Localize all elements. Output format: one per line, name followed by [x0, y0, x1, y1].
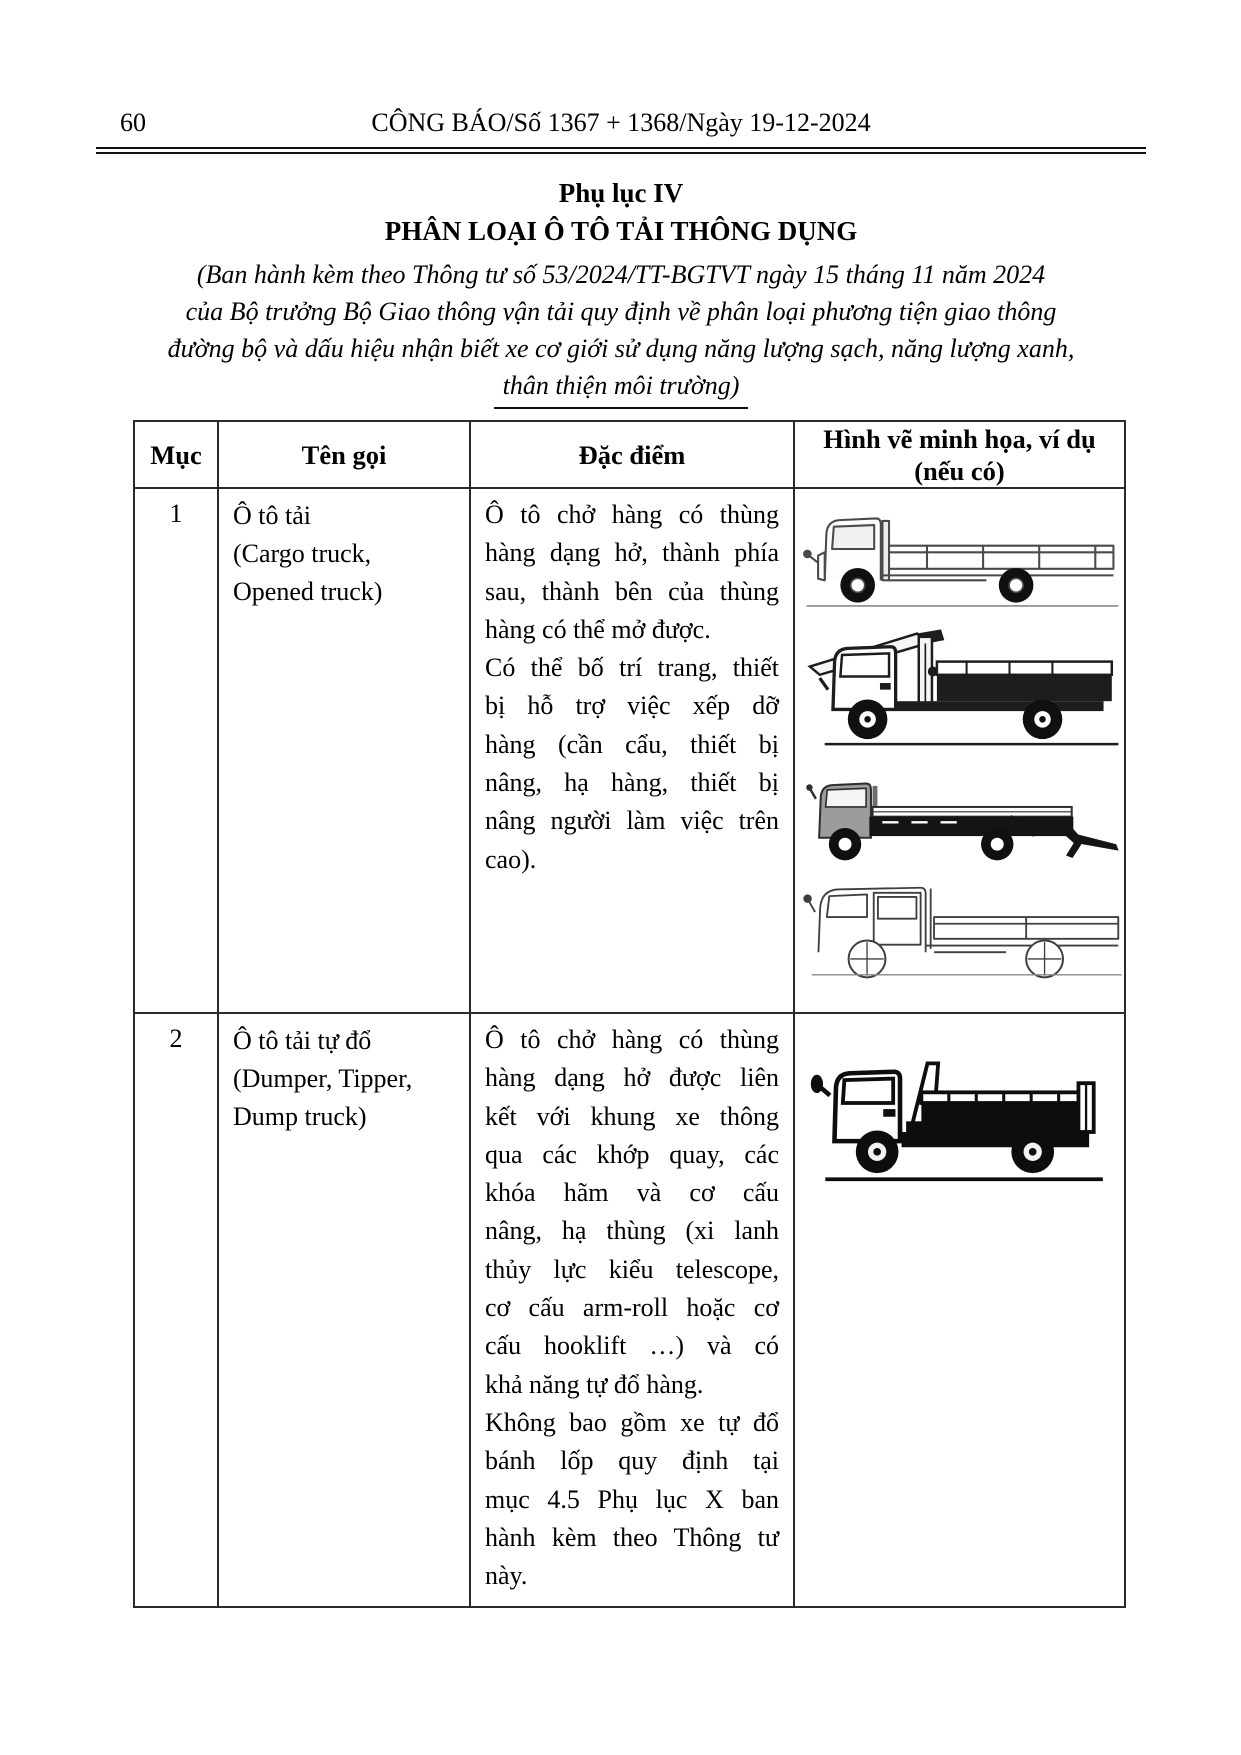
description-line: hàng (cần cẩu, thiết bị	[485, 729, 779, 759]
description-line: hàng dạng hở được liên	[485, 1063, 779, 1093]
description-line: khóa hãm và cơ cấu	[485, 1178, 779, 1208]
description-line: thủy lực kiểu telescope,	[485, 1254, 779, 1284]
issuance-note	[96, 256, 1146, 404]
muc-cell: 2	[134, 1013, 218, 1607]
name-line: Dump truck)	[233, 1102, 367, 1131]
masthead	[96, 108, 1146, 138]
dump-truck-image	[807, 1040, 1112, 1195]
description-line: bánh lốp quy định tại	[485, 1446, 779, 1476]
issuance-line: của Bộ trưởng Bộ Giao thông vận tải quy định về phân loại phương tiện giao thông	[185, 297, 1057, 326]
crane-truck-image	[795, 619, 1125, 757]
col-header-ten-goi: Tên gọi	[218, 421, 470, 488]
name-line: Ô tô tải	[233, 501, 311, 530]
description-line: hàng có thể mở được.	[485, 614, 711, 644]
description-line: hàng dạng hở, thành phía	[485, 538, 779, 568]
issuance-line: (Ban hành kèm theo Thông tư số 53/2024/TT-BGTVT ngày 15 tháng 11 năm 2024	[196, 260, 1046, 289]
table-header-row	[134, 421, 1125, 488]
page-number: 60	[120, 108, 146, 137]
name-line: Opened truck)	[233, 577, 383, 606]
description-line: Ô tô chở hàng có thùng	[485, 500, 779, 529]
illustration-cell	[794, 1013, 1125, 1607]
description-line: này.	[485, 1561, 528, 1591]
illustration-cell	[794, 488, 1125, 1013]
description-line: mục 4.5 Phụ lục X ban	[485, 1484, 779, 1514]
description-line: hành kèm theo Thông tư	[485, 1522, 779, 1552]
table-row-2	[134, 1013, 1125, 1607]
description-line: cấu hooklift …) và có	[485, 1331, 779, 1361]
liftgate-truck-image	[795, 760, 1125, 862]
col-header-hinh-ve: Hình vẽ minh họa, ví dụ (nếu có)	[794, 421, 1125, 488]
description-line: nâng, hạ thùng (xi lanh	[485, 1216, 779, 1246]
name-line: (Dumper, Tipper,	[233, 1064, 413, 1093]
cargo-truck-image	[795, 496, 1125, 616]
description-line: Ô tô chở hàng có thùng	[485, 1025, 779, 1054]
name-cell	[218, 488, 470, 1013]
issuance-line: thân thiện môi trường)	[502, 371, 740, 400]
description-cell	[470, 1013, 794, 1607]
document-title: PHÂN LOẠI Ô TÔ TẢI THÔNG DỤNG	[384, 216, 858, 246]
description-line: bị hỗ trợ việc xếp dỡ	[485, 691, 779, 721]
title-block	[96, 176, 1146, 409]
name-cell	[218, 1013, 470, 1607]
description-line: nâng, hạ hàng, thiết bị	[485, 768, 779, 798]
muc-cell: 1	[134, 488, 218, 1013]
table-row-1	[134, 488, 1125, 1013]
description-line: Không bao gồm xe tự đổ	[485, 1407, 779, 1437]
gazette-header-text: CÔNG BÁO/Số 1367 + 1368/Ngày 19-12-2024	[371, 108, 871, 137]
name-line: Ô tô tải tự đổ	[233, 1026, 372, 1055]
description-line: qua các khớp quay, các	[485, 1139, 779, 1169]
description-line: Có thể bố trí trang, thiết	[485, 653, 779, 683]
double-cab-truck-image	[795, 865, 1125, 980]
description-line: cao).	[485, 844, 537, 874]
issuance-underline	[494, 407, 748, 409]
col-header-muc: Mục	[134, 421, 218, 488]
description-line: cơ cấu arm-roll hoặc cơ	[485, 1293, 779, 1323]
description-line: khả năng tự đổ hàng.	[485, 1369, 704, 1399]
classification-table	[133, 420, 1126, 1608]
masthead-divider	[96, 147, 1146, 154]
description-line: nâng người làm việc trên	[485, 806, 779, 836]
description-line: kết với khung xe thông	[485, 1101, 779, 1131]
issuance-line: đường bộ và dấu hiệu nhận biết xe cơ giới sử dụng năng lượng sạch, năng lượng xanh,	[167, 334, 1075, 363]
name-line: (Cargo truck,	[233, 539, 372, 568]
description-cell	[470, 488, 794, 1013]
col-header-dac-diem: Đặc điểm	[470, 421, 794, 488]
description-line: sau, thành bên của thùng	[485, 576, 779, 606]
appendix-label: Phụ lục IV	[558, 178, 684, 208]
